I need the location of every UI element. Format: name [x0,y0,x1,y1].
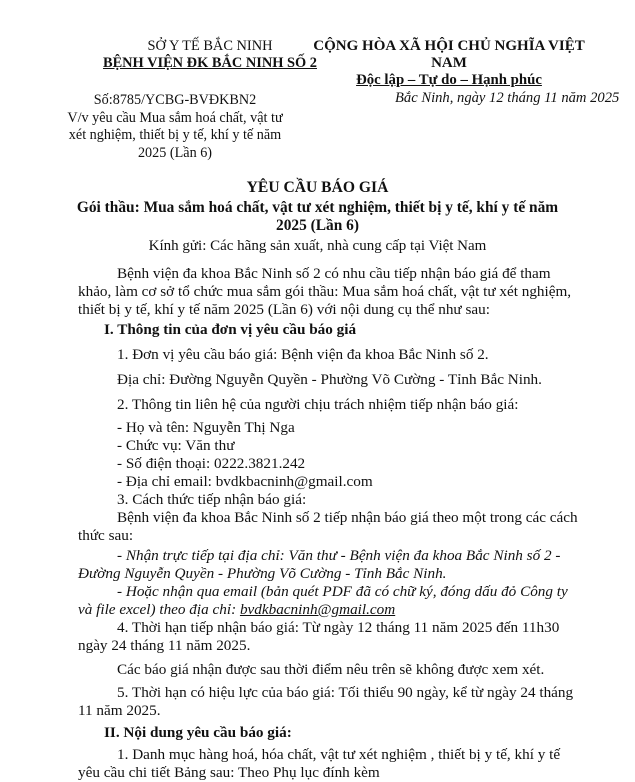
package-line-1: Gói thầu: Mua sắm hoá chất, vật tư xét nghiệm, thiết bị y tế, khí y tế năm [76,199,559,216]
contact-heading: 2. Thông tin liên hệ của người chịu trách nhiệm tiếp nhận báo giá: [117,396,519,413]
reference-number: Số:8785/YCBG-BVĐKBN2 [93,92,257,108]
validity-line-1: 5. Thời hạn có hiệu lực của báo giá: Tối thiểu 90 ngày, kể từ ngày 24 tháng [117,684,574,701]
subject-line-3: 2025 (Lần 6) [137,144,213,161]
contact-email-link[interactable]: bvdkbacninh@gmail.com [215,473,373,490]
email-delivery-prefix: và file excel) theo địa chỉ: [78,601,240,618]
reference-block [30,92,320,162]
issue-date: Bắc Ninh, ngày 12 tháng 11 năm 2025 [395,90,620,106]
section-1-heading: I. Thông tin của đơn vị yêu cầu báo giá [104,321,357,338]
contact-phone: - Số điện thoại: 0222.3821.242 [117,455,306,472]
section-2-heading: II. Nội dung yêu cầu báo giá: [104,724,292,741]
package-name [0,199,635,235]
package-line-2: 2025 (Lần 6) [276,217,359,234]
validity-line-2: 11 năm 2025. [78,702,161,719]
intro-line-3: thiết bị y tế, khí y tế năm 2025 (Lần 6) với nội dung cụ thể như sau: [78,301,490,318]
deadline-line-1: 4. Thời hạn tiếp nhận báo giá: Từ ngày 12 tháng 11 năm 2025 đến 11h30 [117,619,560,636]
requester-address: Địa chỉ: Đường Nguyễn Quyền - Phường Võ Cường - Tỉnh Bắc Ninh. [117,371,542,388]
direct-delivery-line-1: - Nhận trực tiếp tại địa chỉ: Văn thư - Bệnh viện đa khoa Bắc Ninh số 2 - [117,547,561,564]
document-title: YÊU CẦU BÁO GIÁ [246,179,389,196]
recipient-line: Kính gửi: Các hãng sản xuất, nhà cung cấp tại Việt Nam [148,238,487,254]
hospital-name: BỆNH VIỆN ĐK BẮC NINH SỐ 2 [102,55,318,71]
contact-name: - Họ và tên: Nguyễn Thị Nga [117,419,295,436]
subject-line-1: V/v yêu cầu Mua sắm hoá chất, vật tư [67,109,283,126]
late-submission-note: Các báo giá nhận được sau thời điểm nêu trên sẽ không được xem xét. [117,661,545,678]
section-2-item-1-line-2: yêu cầu chi tiết Bảng sau: Theo Phụ lục đính kèm [78,764,380,781]
requester-unit: 1. Đơn vị yêu cầu báo giá: Bệnh viện đa khoa Bắc Ninh số 2. [117,346,489,363]
receive-line-2: thức sau: [78,527,134,544]
email-delivery-line-1: - Hoặc nhận qua email (bản quét PDF đã có chữ ký, đóng dấu đỏ Công ty [117,583,568,600]
email-delivery-link[interactable]: bvdkbacninh@gmail.com [239,601,396,618]
document-title-block [0,179,635,255]
receive-method-heading: 3. Cách thức tiếp nhận báo giá: [117,491,307,508]
email-delivery-line-2 [78,601,593,618]
contact-email-row [117,473,632,490]
nation-name: CỘNG HÒA XÃ HỘI CHỦ NGHĨA VIỆT NAM [313,38,585,71]
receive-line-1: Bệnh viện đa khoa Bắc Ninh số 2 tiếp nhận báo giá theo một trong các cách [117,509,578,526]
contact-email-label: - Địa chỉ email: [117,473,216,490]
intro-line-2: khảo, làm cơ sở tổ chức mua sắm gói thầu: Mua sắm hoá chất, vật tư xét nghiệm, [78,283,572,300]
contact-role: - Chức vụ: Văn thư [117,437,235,454]
national-header [296,38,602,89]
agency-name: SỞ Y TẾ BẮC NINH [147,38,273,54]
subject-line-2: xét nghiệm, thiết bị y tế, khí y tế năm [68,127,282,143]
motto: Độc lập – Tự do – Hạnh phúc [356,72,542,88]
deadline-line-2: ngày 24 tháng 11 năm 2025. [78,637,251,654]
section-2-item-1-line-1: 1. Danh mục hàng hoá, hóa chất, vật tư xét nghiệm , thiết bị y tế, khí y tế [117,746,561,763]
direct-delivery-line-2: Đường Nguyễn Quyền - Phường Võ Cường - Tỉnh Bắc Ninh. [78,565,447,582]
intro-line-1: Bệnh viện đa khoa Bắc Ninh số 2 có nhu cầu tiếp nhận báo giá để tham [117,265,551,282]
